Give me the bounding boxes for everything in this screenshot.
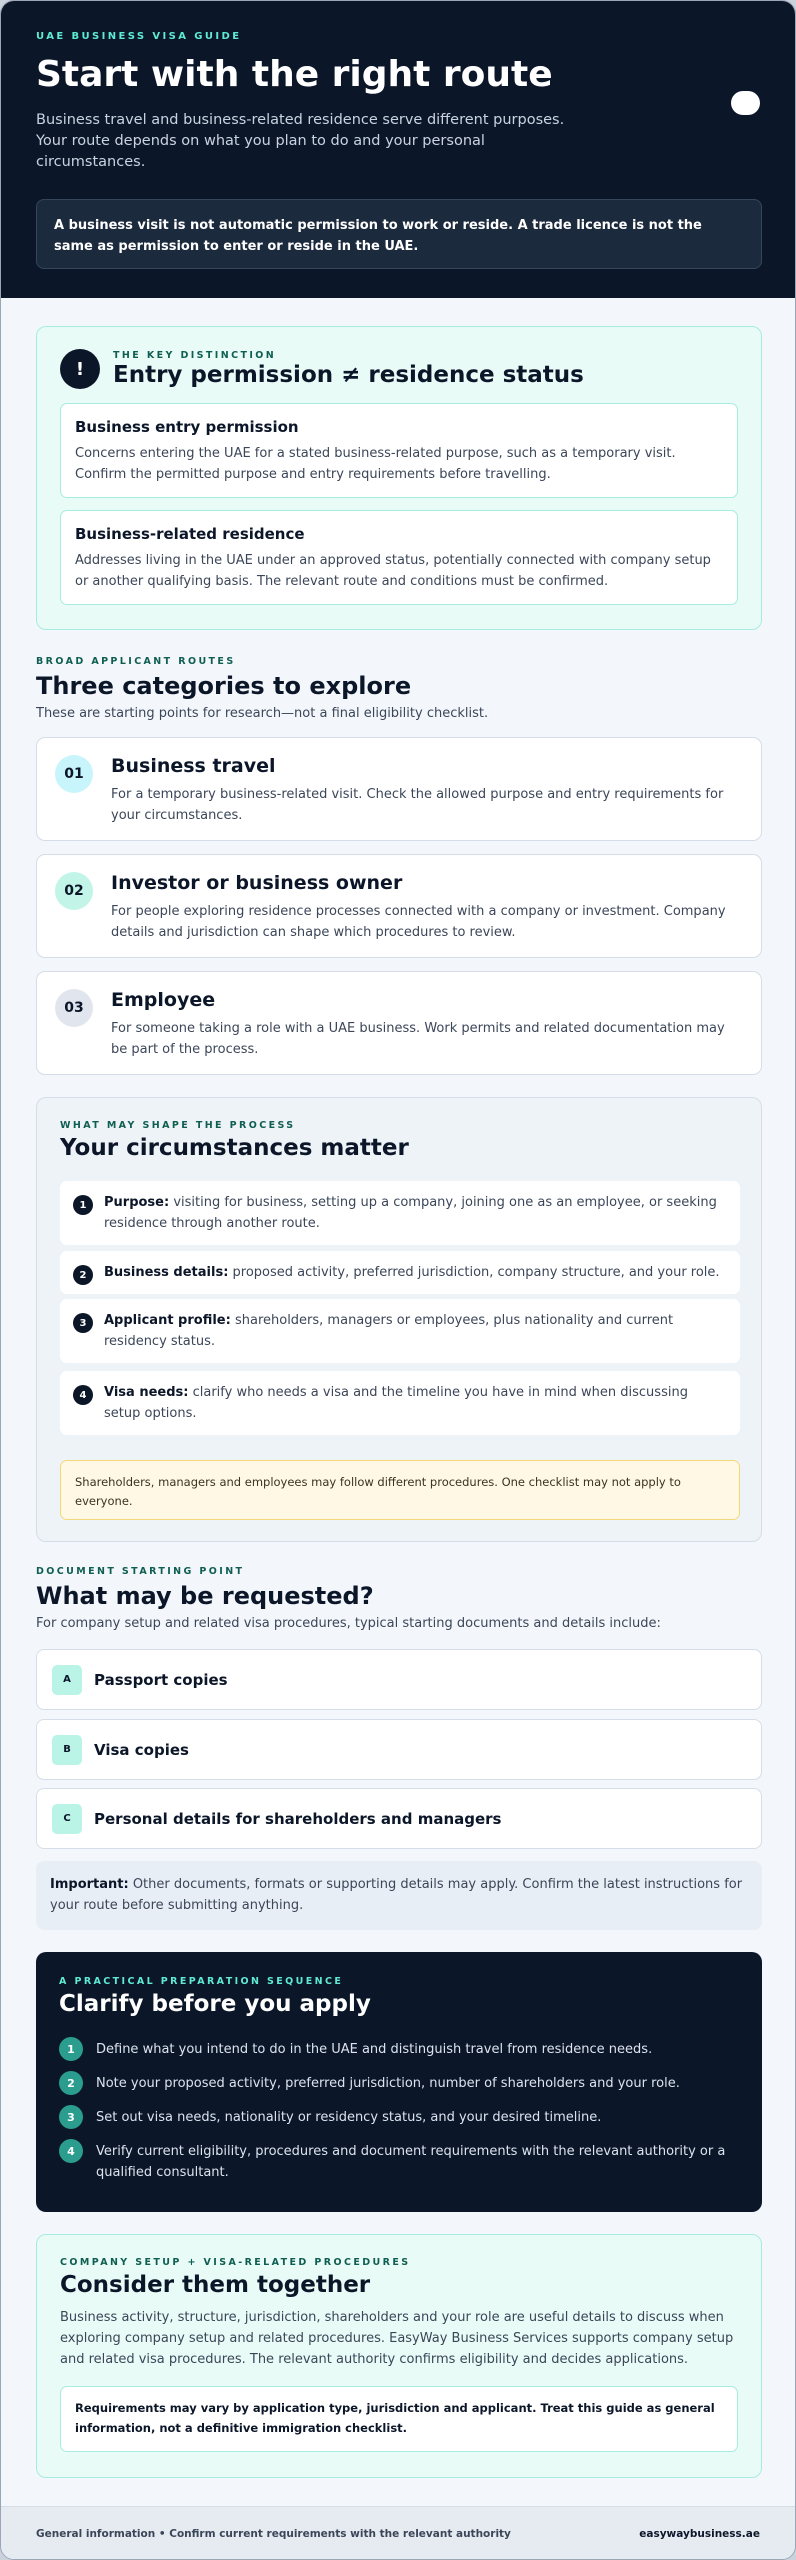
item-label: Purpose: <box>104 1195 170 1210</box>
card-title: Business-related residence <box>75 525 305 543</box>
step-item <box>59 2107 739 2128</box>
circumstances-section <box>36 1097 762 1542</box>
key-distinction-section <box>36 326 762 630</box>
residence-card <box>60 510 738 605</box>
number-badge: 2 <box>73 1265 93 1285</box>
steps-eyebrow: A PRACTICAL PREPARATION SEQUENCE <box>59 1976 344 1987</box>
circumstance-item-visa-needs <box>60 1371 740 1435</box>
route-body: For a temporary business-related visit. Check the allowed purpose and entry requirements for your circumstances. <box>111 787 724 823</box>
document-label: Visa copies <box>94 1740 189 1759</box>
document-item-visa <box>36 1719 762 1780</box>
documents-heading <box>36 1566 762 1631</box>
step-number-badge: 2 <box>59 2071 83 2095</box>
document-label: Personal details for shareholders and managers <box>94 1809 502 1828</box>
document-label: Passport copies <box>94 1670 228 1689</box>
number-badge: 1 <box>73 1195 93 1215</box>
letter-badge: A <box>52 1665 82 1695</box>
important-text: Other documents, formats or supporting details may apply. Confirm the latest instructions for your route before submitting anything. <box>50 1877 743 1913</box>
step-text: Verify current eligibility, procedures and document requirements with the relevant authority or a qualified consultant. <box>96 2144 726 2180</box>
routes-title: Three categories to explore <box>36 672 412 700</box>
important-label: Important: <box>50 1877 129 1892</box>
route-title: Employee <box>111 989 216 1011</box>
steps-section <box>36 1952 762 2212</box>
route-card-employee <box>36 971 762 1075</box>
together-section <box>36 2234 762 2478</box>
document-item-passport <box>36 1649 762 1710</box>
step-number-badge: 1 <box>59 2037 83 2061</box>
key-distinction-title: Entry permission ≠ residence status <box>113 362 584 388</box>
number-badge: 3 <box>73 1313 93 1333</box>
hero-alert: A business visit is not automatic permission to work or reside. A trade licence is not the same as permission to enter or reside in the UAE. <box>36 199 762 269</box>
key-distinction-header <box>60 349 738 389</box>
step-number-badge: 4 <box>59 2139 83 2163</box>
entry-permission-card <box>60 403 738 498</box>
route-card-investor <box>36 854 762 958</box>
item-text: visiting for business, setting up a company, joining one as an employee, or seeking residence through another route. <box>104 1195 717 1231</box>
theme-toggle[interactable] <box>731 91 760 115</box>
letter-badge: C <box>52 1804 82 1834</box>
step-text: Note your proposed activity, preferred jurisdiction, number of shareholders and your role. <box>96 2076 680 2091</box>
circumstances-title: Your circumstances matter <box>60 1135 409 1161</box>
route-body: For people exploring residence processes connected with a company or investment. Company details and jurisdiction can shape which procedures to review. <box>111 904 726 940</box>
item-label: Applicant profile: <box>104 1313 231 1328</box>
hero-section <box>1 1 795 298</box>
exclamation-icon: ! <box>60 349 100 389</box>
route-title: Investor or business owner <box>111 872 403 894</box>
routes-heading <box>36 656 762 721</box>
routes-subtitle: These are starting points for research—not a final eligibility checklist. <box>36 706 489 721</box>
letter-badge: B <box>52 1735 82 1765</box>
route-number-badge: 03 <box>55 989 93 1027</box>
circumstances-eyebrow: WHAT MAY SHAPE THE PROCESS <box>60 1120 296 1131</box>
step-item <box>59 2073 739 2094</box>
card-body: Concerns entering the UAE for a stated business-related purpose, such as a temporary visit. Confirm the permitted purpose and entry requirements before travelling. <box>75 446 676 482</box>
footer-site-link[interactable]: easywaybusiness.ae <box>639 2528 760 2540</box>
card-title: Business entry permission <box>75 418 299 436</box>
step-item <box>59 2141 739 2183</box>
route-number-badge: 02 <box>55 872 93 910</box>
hero-lead: Business travel and business-related residence serve different purposes. Your route depends on what you plan to do and your personal circumstances. <box>36 112 565 171</box>
item-text: shareholders, managers or employees, plus nationality and current residency status. <box>104 1313 674 1349</box>
item-text: clarify who needs a visa and the timeline you have in mind when discussing setup options. <box>104 1385 688 1421</box>
documents-eyebrow: DOCUMENT STARTING POINT <box>36 1566 245 1577</box>
footer-disclaimer: General information • Confirm current requirements with the relevant authority <box>36 2528 511 2540</box>
footer <box>1 2506 795 2560</box>
route-title: Business travel <box>111 755 276 777</box>
circumstance-item-business-details <box>60 1251 740 1294</box>
important-note <box>36 1861 762 1930</box>
item-text: proposed activity, preferred jurisdiction, company structure, and your role. <box>228 1265 720 1280</box>
documents-title: What may be requested? <box>36 1582 374 1610</box>
page-title: Start with the right route <box>36 54 553 95</box>
item-label: Business details: <box>104 1265 229 1280</box>
circumstance-item-applicant-profile <box>60 1299 740 1363</box>
step-text: Define what you intend to do in the UAE and distinguish travel from residence needs. <box>96 2042 653 2057</box>
item-label: Visa needs: <box>104 1385 189 1400</box>
together-note: Requirements may vary by application type, jurisdiction and applicant. Treat this guide as general information, not a definitive immigration checklist. <box>60 2386 738 2452</box>
together-title: Consider them together <box>60 2272 371 2298</box>
document-item-personal-details <box>36 1788 762 1849</box>
step-item <box>59 2039 739 2060</box>
number-badge: 4 <box>73 1385 93 1405</box>
step-text: Set out visa needs, nationality or residency status, and your desired timeline. <box>96 2110 602 2125</box>
together-eyebrow: COMPANY SETUP + VISA-RELATED PROCEDURES <box>60 2257 411 2268</box>
steps-title: Clarify before you apply <box>59 1991 371 2017</box>
route-number-badge: 01 <box>55 755 93 793</box>
route-body: For someone taking a role with a UAE business. Work permits and related documentation may be part of the process. <box>111 1021 725 1057</box>
step-number-badge: 3 <box>59 2105 83 2129</box>
documents-subtitle: For company setup and related visa procedures, typical starting documents and details include: <box>36 1616 661 1631</box>
together-body: Business activity, structure, jurisdiction, shareholders and your role are useful details to discuss when exploring company setup and related procedures. EasyWay Business Services supports company setup and related visa procedures. The relevant authority confirms eligibility and decides applications. <box>60 2310 734 2367</box>
key-distinction-eyebrow: THE KEY DISTINCTION <box>113 350 277 361</box>
circumstance-item-purpose <box>60 1181 740 1245</box>
route-card-business-travel <box>36 737 762 841</box>
routes-eyebrow: BROAD APPLICANT ROUTES <box>36 656 236 667</box>
card-body: Addresses living in the UAE under an approved status, potentially connected with company setup or another qualifying basis. The relevant route and conditions must be confirmed. <box>75 553 711 589</box>
circumstances-note: Shareholders, managers and employees may follow different procedures. One checklist may not apply to everyone. <box>60 1460 740 1520</box>
hero-eyebrow: UAE BUSINESS VISA GUIDE <box>36 31 242 42</box>
